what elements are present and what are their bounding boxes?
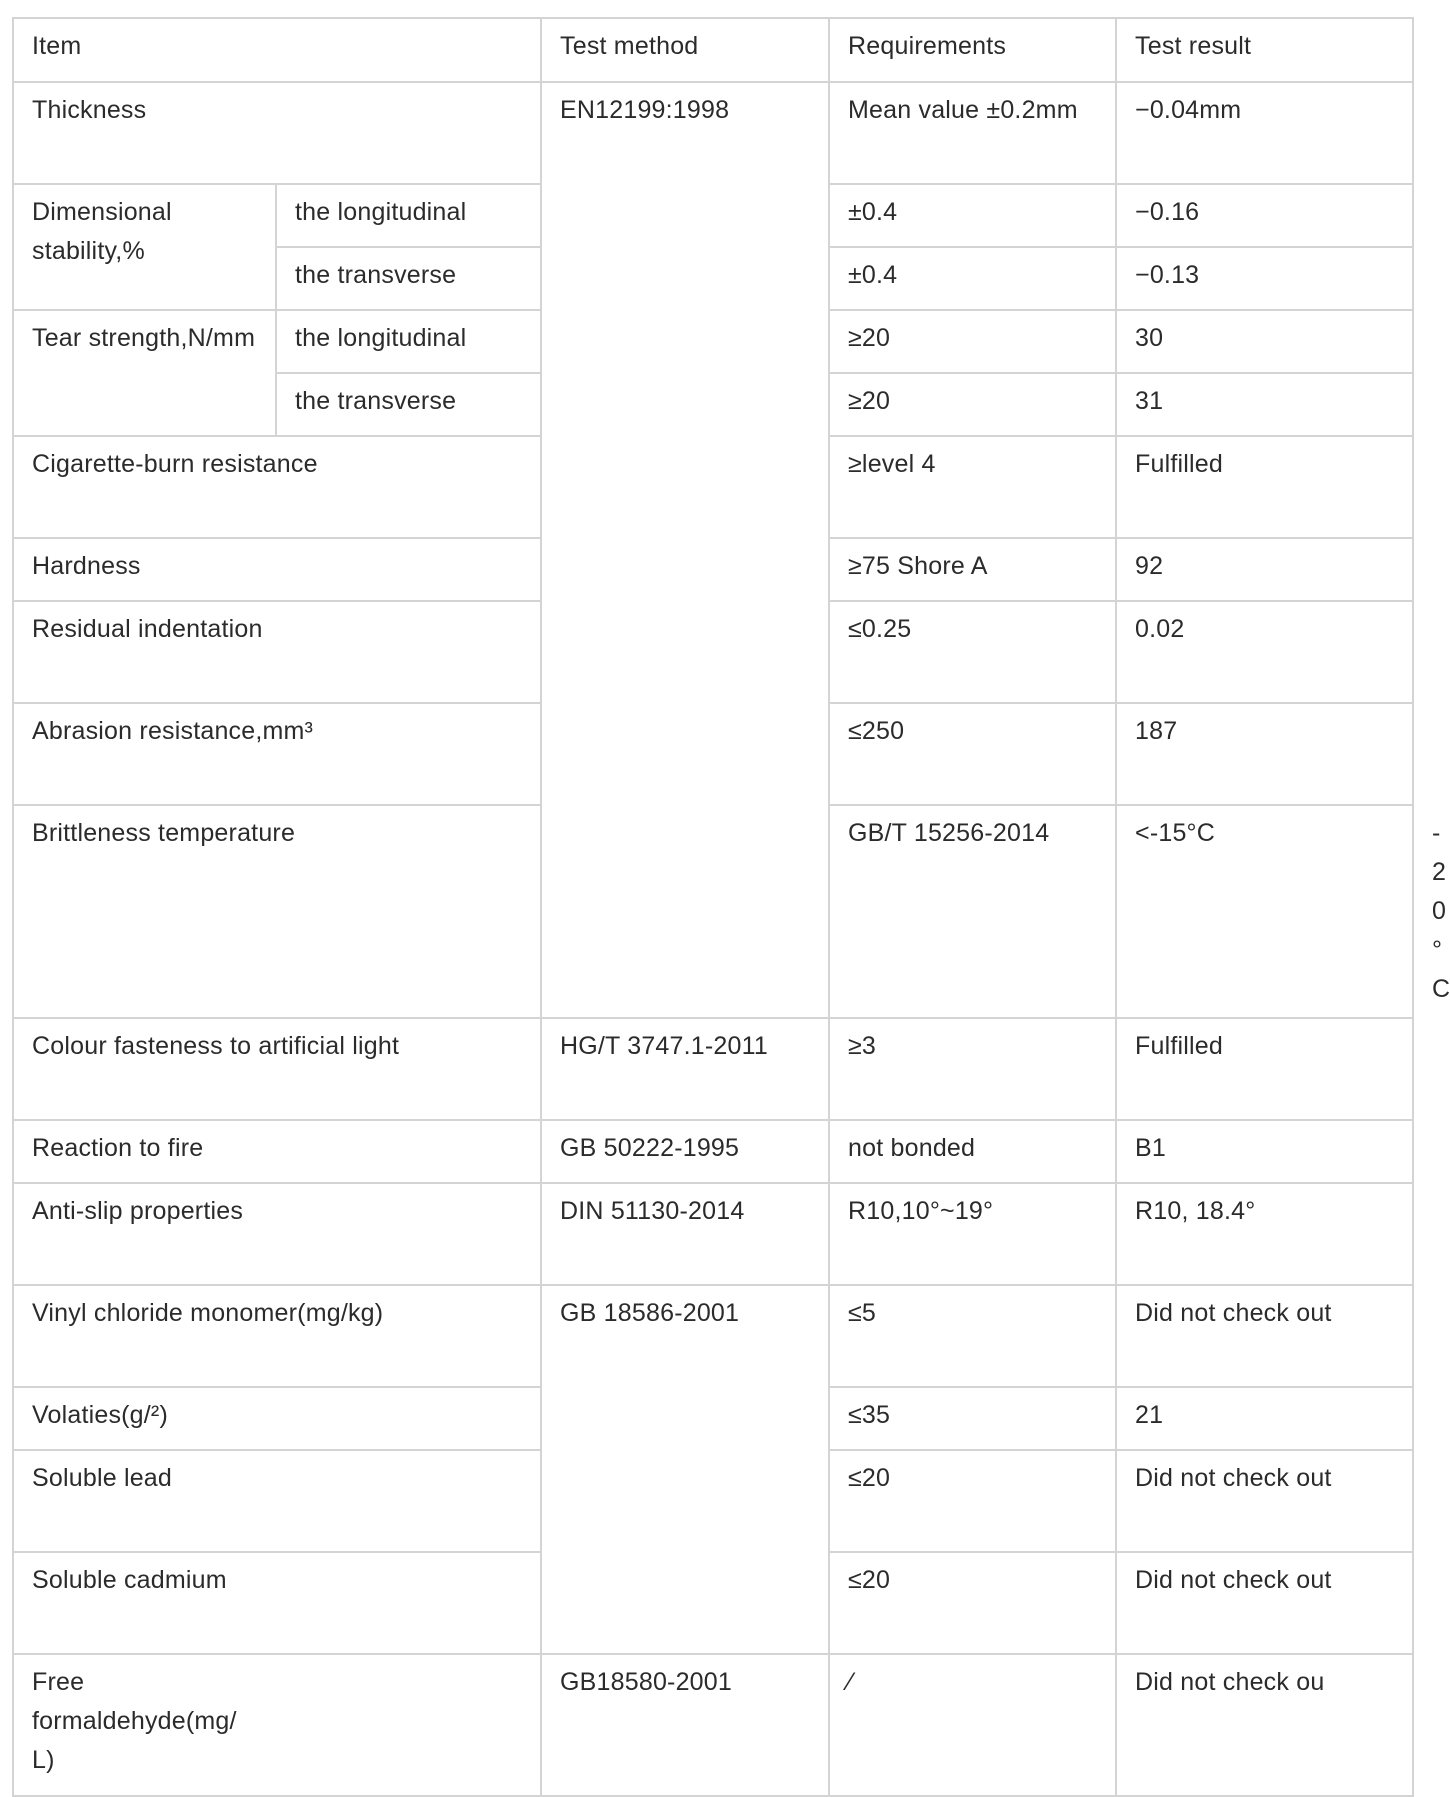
- result-anti-slip: R10, 18.4°: [1116, 1183, 1413, 1285]
- requirement-soluble-cadmium: ≤20: [829, 1552, 1116, 1654]
- free-formaldehyde-label: Free formaldehyde(mg/ L): [32, 1668, 237, 1774]
- requirement-reaction-to-fire: not bonded: [829, 1120, 1116, 1183]
- requirement-dimensional-transverse: ±0.4: [829, 247, 1116, 310]
- row-item-thickness: Thickness: [13, 82, 541, 184]
- table-row: [13, 1018, 1413, 1120]
- method-colour-fastness: HG/T 3747.1-2011: [541, 1018, 829, 1120]
- result-reaction-to-fire: B1: [1116, 1120, 1413, 1183]
- sub-item-transverse: the transverse: [276, 247, 541, 310]
- sub-item-transverse: the transverse: [276, 373, 541, 436]
- table-row: [13, 1654, 1413, 1796]
- row-item-abrasion: Abrasion resistance,mm³: [13, 703, 541, 805]
- table-row: [13, 1120, 1413, 1183]
- header-item: Item: [13, 18, 541, 82]
- row-item-dimensional-stability: Dimensional stability,%: [13, 184, 276, 310]
- result-free-formaldehyde: Did not check ou: [1116, 1654, 1413, 1796]
- row-item-colour-fastness: Colour fasteness to artificial light: [13, 1018, 541, 1120]
- table-row: [13, 1285, 1413, 1387]
- method-brittleness: GB/T 15256-2014: [829, 805, 1116, 1018]
- method-anti-slip: DIN 51130-2014: [541, 1183, 829, 1285]
- sub-item-longitudinal: the longitudinal: [276, 310, 541, 373]
- row-item-brittleness: Brittleness temperature: [13, 805, 541, 1018]
- requirement-dimensional-longitudinal: ±0.4: [829, 184, 1116, 247]
- row-item-soluble-cadmium: Soluble cadmium: [13, 1552, 541, 1654]
- requirement-cigarette-burn: ≥level 4: [829, 436, 1116, 538]
- row-item-vinyl-chloride: Vinyl chloride monomer(mg/kg): [13, 1285, 541, 1387]
- header-test-method: Test method: [541, 18, 829, 82]
- requirement-volaties: ≤35: [829, 1387, 1116, 1450]
- result-tear-transverse: 31: [1116, 373, 1413, 436]
- requirement-free-formaldehyde: ⁄: [829, 1654, 1116, 1796]
- table-header-row: [13, 18, 1413, 82]
- result-residual-indentation: 0.02: [1116, 601, 1413, 703]
- table-row: [13, 1183, 1413, 1285]
- row-item-soluble-lead: Soluble lead: [13, 1450, 541, 1552]
- row-item-anti-slip: Anti-slip properties: [13, 1183, 541, 1285]
- row-item-volaties: Volaties(g/²): [13, 1387, 541, 1450]
- header-test-result: Test result: [1116, 18, 1413, 82]
- method-en12199: EN12199:1998: [541, 82, 829, 1018]
- requirement-hardness: ≥75 Shore A: [829, 538, 1116, 601]
- spec-table-container: [12, 17, 1450, 1797]
- row-item-hardness: Hardness: [13, 538, 541, 601]
- requirement-residual-indentation: ≤0.25: [829, 601, 1116, 703]
- row-item-residual-indentation: Residual indentation: [13, 601, 541, 703]
- result-dimensional-longitudinal: −0.16: [1116, 184, 1413, 247]
- result-vinyl-chloride: Did not check out: [1116, 1285, 1413, 1387]
- requirement-tear-transverse: ≥20: [829, 373, 1116, 436]
- row-item-free-formaldehyde: [13, 1654, 541, 1796]
- requirement-soluble-lead: ≤20: [829, 1450, 1116, 1552]
- method-free-formaldehyde: GB18580-2001: [541, 1654, 829, 1796]
- result-volaties: 21: [1116, 1387, 1413, 1450]
- requirement-tear-longitudinal: ≥20: [829, 310, 1116, 373]
- test-results-table: [12, 17, 1450, 1797]
- method-gb18586: GB 18586-2001: [541, 1285, 829, 1654]
- method-reaction-to-fire: GB 50222-1995: [541, 1120, 829, 1183]
- requirement-thickness: Mean value ±0.2mm: [829, 82, 1116, 184]
- table-row: Brittleness temperature GB/T 15256-2014 <-15°C -20°C: [13, 805, 1413, 1018]
- result-tear-longitudinal: 30: [1116, 310, 1413, 373]
- requirement-colour-fastness: ≥3: [829, 1018, 1116, 1120]
- row-item-cigarette-burn: Cigarette-burn resistance: [13, 436, 541, 538]
- header-requirements: Requirements: [829, 18, 1116, 82]
- sub-item-longitudinal: the longitudinal: [276, 184, 541, 247]
- row-item-tear-strength: Tear strength,N/mm: [13, 310, 276, 436]
- result-soluble-cadmium: Did not check out: [1116, 1552, 1413, 1654]
- result-abrasion: 187: [1116, 703, 1413, 805]
- result-soluble-lead: Did not check out: [1116, 1450, 1413, 1552]
- requirement-vinyl-chloride: ≤5: [829, 1285, 1116, 1387]
- result-colour-fastness: Fulfilled: [1116, 1018, 1413, 1120]
- result-cigarette-burn: Fulfilled: [1116, 436, 1413, 538]
- result-dimensional-transverse: −0.13: [1116, 247, 1413, 310]
- requirement-anti-slip: R10,10°~19°: [829, 1183, 1116, 1285]
- table-row: [13, 82, 1413, 184]
- row-item-reaction-to-fire: Reaction to fire: [13, 1120, 541, 1183]
- requirement-brittleness: <-15°C: [1116, 805, 1413, 1018]
- result-hardness: 92: [1116, 538, 1413, 601]
- result-thickness: −0.04mm: [1116, 82, 1413, 184]
- requirement-abrasion: ≤250: [829, 703, 1116, 805]
